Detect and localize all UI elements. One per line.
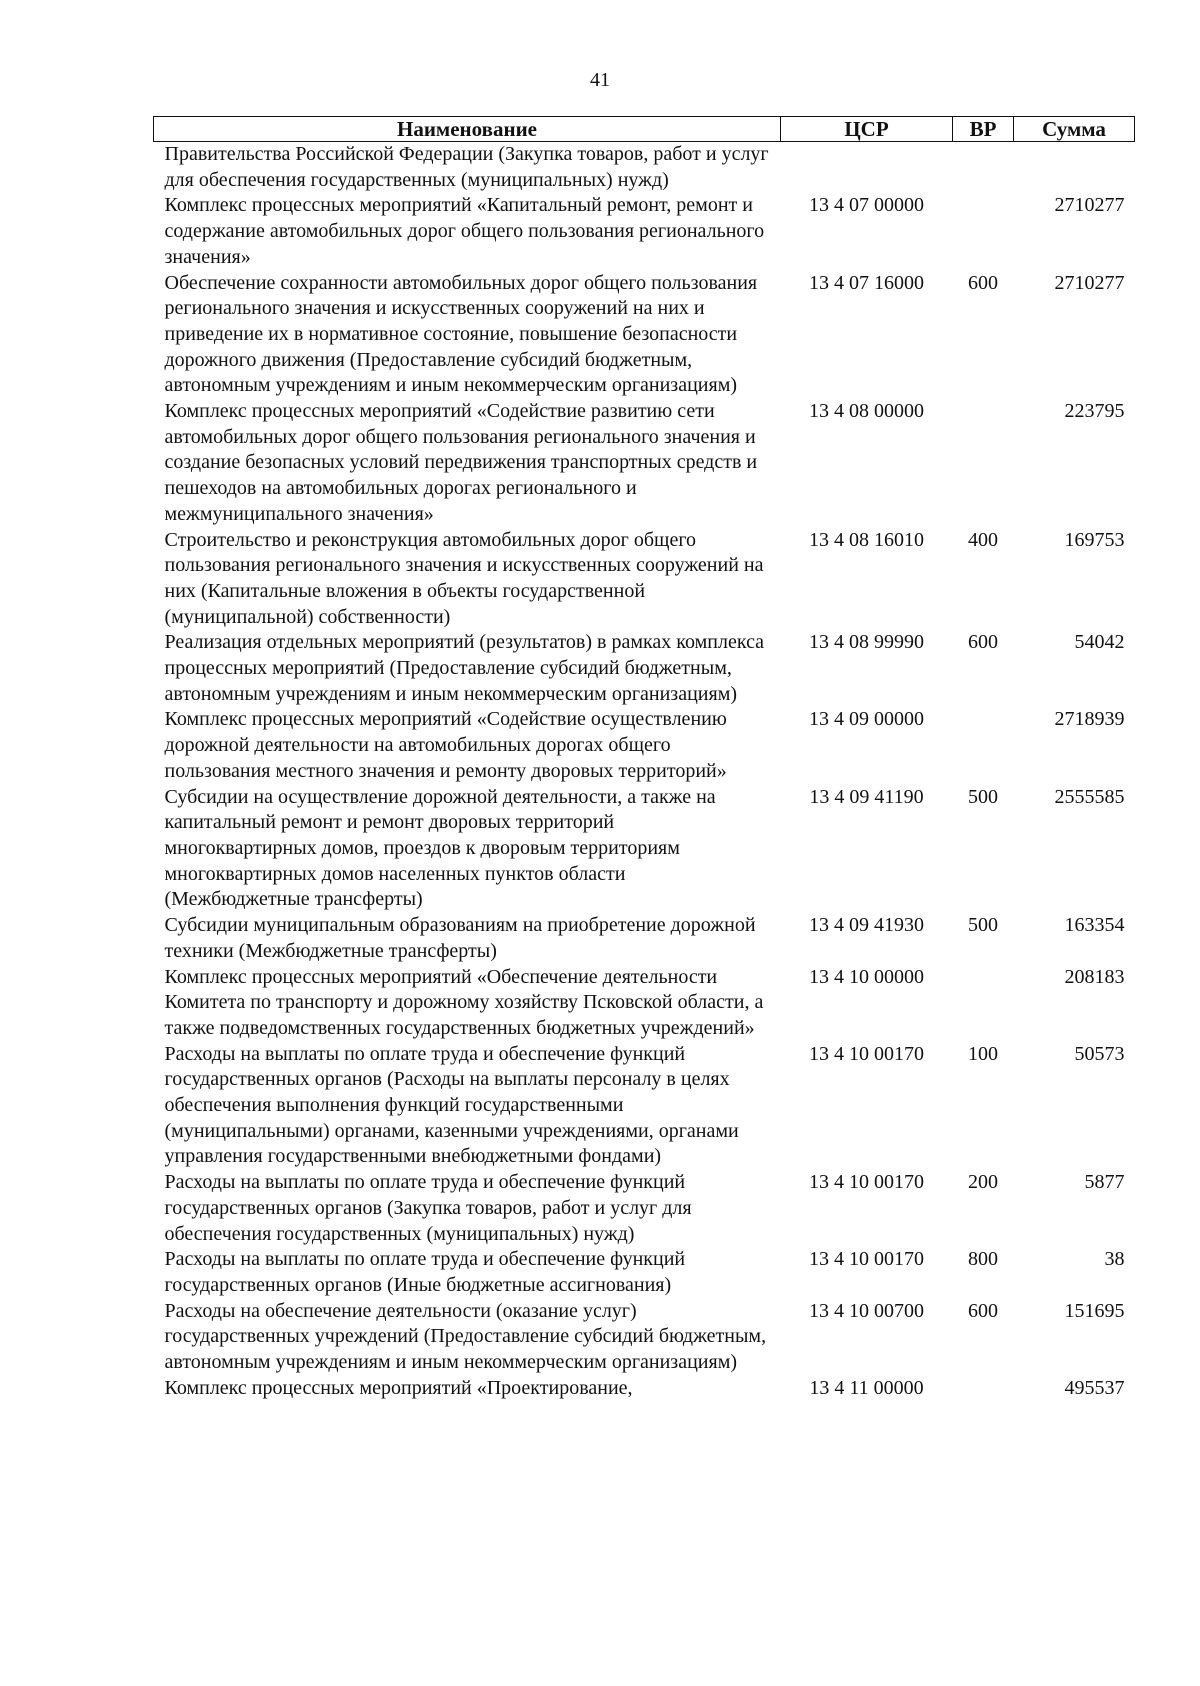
row-sum: 54042 [1074, 631, 1125, 654]
row-vr [953, 707, 1014, 784]
row-csr: 13 4 07 00000 [809, 194, 924, 217]
page-number: 41 [590, 69, 610, 91]
table-row [154, 913, 1135, 964]
row-vr: 500 [968, 785, 998, 808]
row-csr [781, 142, 953, 194]
row-csr: 13 4 10 00170 [809, 1042, 924, 1065]
row-csr: 13 4 08 00000 [809, 400, 924, 423]
row-sum: 495537 [1064, 1376, 1125, 1399]
row-csr: 13 4 08 99990 [809, 631, 924, 654]
row-sum: 208183 [1064, 965, 1125, 988]
row-csr: 13 4 10 00000 [809, 965, 924, 988]
row-name: Расходы на обеспечение деятельности (оказание услуг) государственных учреждений (Предоставление субсидий бюджетным, автономным учреждениям и иным некоммерческим организациям) [164, 1299, 767, 1374]
row-sum: 2555585 [1054, 785, 1125, 808]
row-csr: 13 4 09 41930 [809, 914, 924, 937]
row-vr: 800 [968, 1248, 998, 1271]
row-name: Комплекс процессных мероприятий «Содействие осуществлению дорожной деятельности на автомобильных дорогах общего пользования местного значения и ремонту дворовых территорий» [164, 708, 727, 782]
table-row [154, 1247, 1135, 1298]
header-sum: Сумма [1014, 117, 1135, 142]
row-name: Комплекс процессных мероприятий «Содействие развитию сети автомобильных дорог общего пользования регионального значения и создание безопасных условий передвижения транспортных средств и пешеходов на автомобильных дорогах регионального и межмуниципального значения» [164, 400, 758, 525]
row-vr: 100 [968, 1042, 998, 1065]
row-sum: 50573 [1074, 1042, 1125, 1065]
row-sum [1014, 142, 1135, 194]
table-row [154, 399, 1135, 528]
row-sum: 2710277 [1054, 271, 1125, 294]
row-sum: 2718939 [1054, 708, 1125, 731]
table-row [154, 142, 1135, 194]
row-csr: 13 4 10 00170 [809, 1171, 924, 1194]
row-name: Обеспечение сохранности автомобильных дорог общего пользования регионального значения и искусственных сооружений на них и приведение их в нормативное состояние, повышение безопасности дорожного движения (Предоставление субсидий бюджетным, автономным учреждениям и иным некоммерческим организациям) [164, 271, 758, 397]
table-row [154, 1170, 1135, 1247]
row-name: Субсидии муниципальным образованиям на приобретение дорожной техники (Межбюджетные трансферты) [164, 914, 756, 962]
row-name: Комплекс процессных мероприятий «Обеспечение деятельности Комитета по транспорту и дорожному хозяйству Псковской области, а также подведомственных государственных бюджетных учреждений» [164, 965, 764, 1039]
row-sum: 2710277 [1054, 194, 1125, 217]
row-csr: 13 4 10 00170 [809, 1248, 924, 1271]
table-row [154, 630, 1135, 707]
row-vr [953, 193, 1014, 270]
header-csr: ЦСР [781, 117, 953, 142]
row-name: Расходы на выплаты по оплате труда и обеспечение функций государственных органов (Закупка товаров, работ и услуг для обеспечения государственных (муниципальных) нужд) [164, 1171, 692, 1245]
row-sum: 5877 [1084, 1171, 1125, 1194]
table-row [154, 1042, 1135, 1171]
row-vr: 400 [968, 528, 998, 551]
row-name: Субсидии на осуществление дорожной деятельности, а также на капитальный ремонт и ремонт дворовых территорий многоквартирных домов, проездов к дворовым территориям многоквартирных домов населенных пунктов области (Межбюджетные трансферты) [164, 785, 716, 911]
row-csr: 13 4 07 16000 [809, 271, 924, 294]
table-body [154, 142, 1135, 1402]
row-csr: 13 4 08 16010 [809, 528, 924, 551]
row-vr [953, 1376, 1014, 1402]
row-vr: 500 [968, 914, 998, 937]
table-row [154, 1376, 1135, 1402]
table-row [154, 707, 1135, 784]
header-vr: ВР [953, 117, 1014, 142]
row-csr: 13 4 11 00000 [809, 1376, 924, 1399]
row-sum: 223795 [1064, 400, 1125, 423]
row-name: Расходы на выплаты по оплате труда и обеспечение функций государственных органов (Расходы на выплаты персоналу в целях обеспечения выполнения функций государственными (муниципальными) органами, казенными учреждениями, органами управления государственными внебюджетными фондами) [164, 1042, 739, 1168]
row-sum: 38 [1104, 1248, 1125, 1271]
table-row [154, 271, 1135, 400]
row-name: Расходы на выплаты по оплате труда и обеспечение функций государственных органов (Иные бюджетные ассигнования) [164, 1248, 686, 1296]
row-csr: 13 4 09 00000 [809, 708, 924, 731]
row-name: Правительства Российской Федерации (Закупка товаров, работ и услуг для обеспечения государственных (муниципальных) нужд) [164, 143, 769, 191]
row-csr: 13 4 10 00700 [809, 1299, 924, 1322]
table-row [154, 193, 1135, 270]
table-row [154, 1299, 1135, 1376]
table-row [154, 528, 1135, 631]
row-name: Комплекс процессных мероприятий «Капитальный ремонт, ремонт и содержание автомобильных дорог общего пользования регионального значения» [164, 194, 765, 268]
row-sum: 163354 [1064, 914, 1125, 937]
row-vr: 600 [968, 631, 998, 654]
row-name: Комплекс процессных мероприятий «Проектирование, [164, 1376, 633, 1399]
row-name: Реализация отдельных мероприятий (результатов) в рамках комплекса процессных мероприятий (Предоставление субсидий бюджетным, автономным учреждениям и иным некоммерческим организациям) [164, 631, 765, 705]
row-vr: 600 [968, 1299, 998, 1322]
row-vr [953, 399, 1014, 528]
row-sum: 151695 [1064, 1299, 1125, 1322]
table-row [154, 965, 1135, 1042]
table-header-row [154, 117, 1135, 142]
row-vr [953, 965, 1014, 1042]
row-name: Строительство и реконструкция автомобильных дорог общего пользования регионального значения и искусственных сооружений на них (Капитальные вложения в объекты государственной (муниципальной) собственности) [164, 528, 764, 628]
row-csr: 13 4 09 41190 [809, 785, 924, 808]
header-name: Наименование [154, 117, 781, 142]
budget-table [153, 116, 1135, 1401]
row-vr [953, 142, 1014, 194]
row-sum: 169753 [1064, 528, 1125, 551]
table-row [154, 785, 1135, 914]
row-vr: 200 [968, 1171, 998, 1194]
row-vr: 600 [968, 271, 998, 294]
